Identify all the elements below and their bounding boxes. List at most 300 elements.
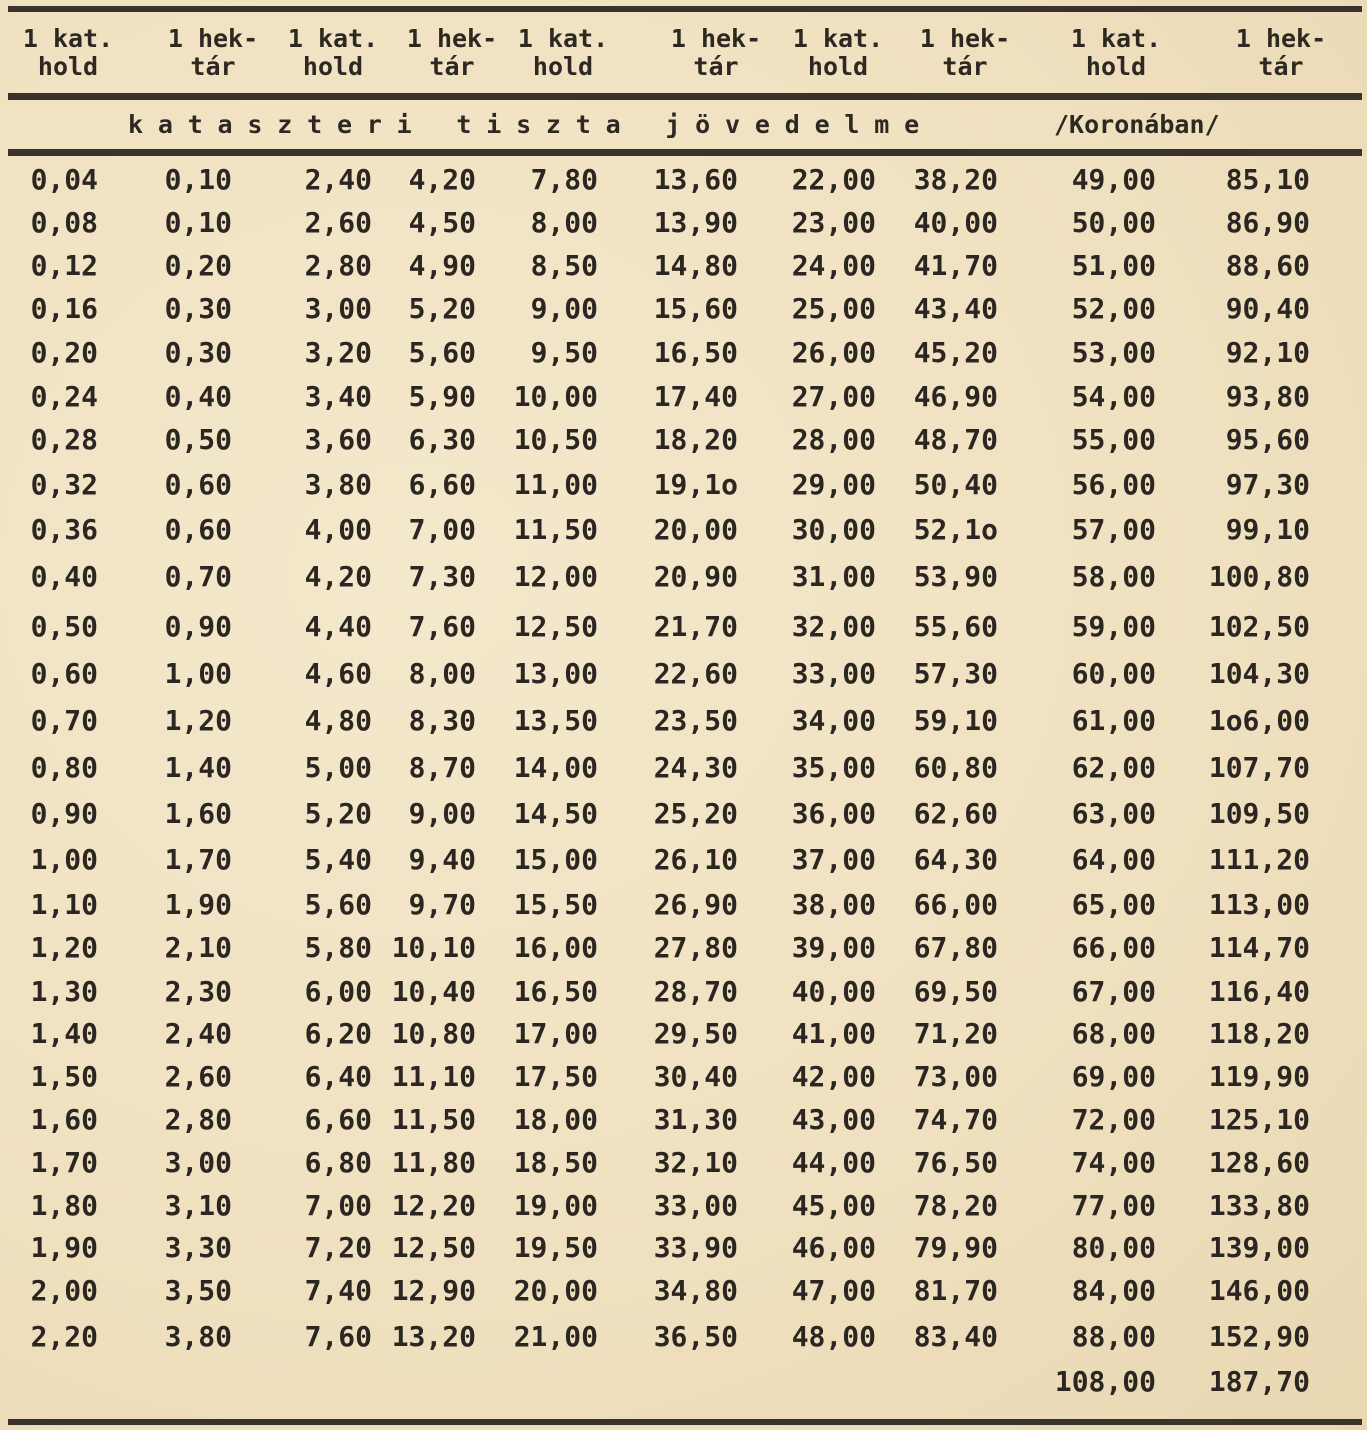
table-cell: 3,30 bbox=[164, 1231, 232, 1264]
table-caption: kataszteri tiszta jövedelme bbox=[128, 110, 934, 139]
table-cell: 15,50 bbox=[513, 888, 598, 921]
table-cell: 93,80 bbox=[1225, 380, 1310, 413]
table-cell: 24,30 bbox=[653, 751, 738, 784]
table-row bbox=[0, 160, 1367, 200]
table-cell: 133,80 bbox=[1208, 1189, 1310, 1222]
table-cell: 1,70 bbox=[164, 843, 232, 876]
table-cell: 1,90 bbox=[30, 1231, 98, 1264]
table-cell: 2,80 bbox=[304, 249, 372, 282]
table-cell: 102,50 bbox=[1208, 610, 1310, 643]
table-cell: 48,70 bbox=[913, 423, 998, 456]
table-cell: 11,80 bbox=[391, 1146, 476, 1179]
table-cell: 13,60 bbox=[653, 163, 738, 196]
table-row bbox=[0, 465, 1367, 505]
table-cell: 0,50 bbox=[30, 610, 98, 643]
column-header-line1: 1 hek- bbox=[670, 24, 762, 53]
table-cell: 26,10 bbox=[653, 843, 738, 876]
table-row bbox=[0, 289, 1367, 329]
table-cell: 6,20 bbox=[304, 1017, 372, 1050]
table-cell: 3,10 bbox=[164, 1189, 232, 1222]
table-cell: 0,90 bbox=[164, 610, 232, 643]
table-cell: 74,70 bbox=[913, 1103, 998, 1136]
table-cell: 12,90 bbox=[391, 1274, 476, 1307]
table-cell: 3,40 bbox=[304, 380, 372, 413]
table-cell: 0,30 bbox=[164, 292, 232, 325]
table-cell: 13,00 bbox=[513, 657, 598, 690]
table-cell: 80,00 bbox=[1071, 1231, 1156, 1264]
column-header-line1: 1 hek- bbox=[167, 24, 259, 53]
table-cell: 43,00 bbox=[791, 1103, 876, 1136]
table-row bbox=[0, 1143, 1367, 1183]
table-cell: 21,70 bbox=[653, 610, 738, 643]
column-header-line2: hold bbox=[807, 52, 869, 81]
column-header-line1: 1 hek- bbox=[1235, 24, 1327, 53]
table-cell: 5,40 bbox=[304, 843, 372, 876]
table-cell: 86,90 bbox=[1225, 206, 1310, 239]
table-cell: 152,90 bbox=[1208, 1320, 1310, 1353]
table-cell: 79,90 bbox=[913, 1231, 998, 1264]
table-cell: 19,00 bbox=[513, 1189, 598, 1222]
table-cell: 41,70 bbox=[913, 249, 998, 282]
column-header-line1: 1 kat. bbox=[517, 24, 609, 53]
table-cell: 118,20 bbox=[1208, 1017, 1310, 1050]
table-cell: 3,20 bbox=[304, 336, 372, 369]
column-header bbox=[651, 25, 781, 81]
table-cell: 50,40 bbox=[913, 468, 998, 501]
table-cell: 4,80 bbox=[304, 704, 372, 737]
table-cell: 74,00 bbox=[1071, 1146, 1156, 1179]
table-cell: 83,40 bbox=[913, 1320, 998, 1353]
table-cell: 4,40 bbox=[304, 610, 372, 643]
table-cell: 95,60 bbox=[1225, 423, 1310, 456]
table-cell: 16,00 bbox=[513, 931, 598, 964]
table-row bbox=[0, 1057, 1367, 1097]
column-header bbox=[3, 25, 133, 81]
table-cell: 11,50 bbox=[391, 1103, 476, 1136]
column-header-line1: 1 kat. bbox=[792, 24, 884, 53]
table-cell: 54,00 bbox=[1071, 380, 1156, 413]
table-cell: 46,00 bbox=[791, 1231, 876, 1264]
table-cell: 78,20 bbox=[913, 1189, 998, 1222]
table-cell: 55,60 bbox=[913, 610, 998, 643]
column-header-line2: hold bbox=[37, 52, 99, 81]
table-cell: 0,12 bbox=[30, 249, 98, 282]
table-cell: 0,60 bbox=[164, 513, 232, 546]
table-cell: 8,50 bbox=[530, 249, 598, 282]
table-cell: 47,00 bbox=[791, 1274, 876, 1307]
table-cell: 43,40 bbox=[913, 292, 998, 325]
table-cell: 41,00 bbox=[791, 1017, 876, 1050]
table-cell: 34,80 bbox=[653, 1274, 738, 1307]
table-cell: 23,00 bbox=[791, 206, 876, 239]
table-cell: 66,00 bbox=[913, 888, 998, 921]
table-cell: 66,00 bbox=[1071, 931, 1156, 964]
table-cell: 113,00 bbox=[1208, 888, 1310, 921]
table-cell: 2,60 bbox=[304, 206, 372, 239]
table-row bbox=[0, 1228, 1367, 1268]
table-cell: 25,00 bbox=[791, 292, 876, 325]
table-row bbox=[0, 607, 1367, 647]
table-cell: 128,60 bbox=[1208, 1146, 1310, 1179]
column-header-line2: hold bbox=[1085, 52, 1147, 81]
table-row bbox=[0, 748, 1367, 788]
table-cell: 18,20 bbox=[653, 423, 738, 456]
table-cell: 64,30 bbox=[913, 843, 998, 876]
table-cell: 9,50 bbox=[530, 336, 598, 369]
table-cell: 69,50 bbox=[913, 975, 998, 1008]
table-cell: 6,80 bbox=[304, 1146, 372, 1179]
table-row bbox=[0, 510, 1367, 550]
table-cell: 0,24 bbox=[30, 380, 98, 413]
table-cell: 39,00 bbox=[791, 931, 876, 964]
table-cell: 44,00 bbox=[791, 1146, 876, 1179]
table-cell: 3,80 bbox=[304, 468, 372, 501]
table-cell: 5,20 bbox=[408, 292, 476, 325]
table-cell: 56,00 bbox=[1071, 468, 1156, 501]
caption-rule bbox=[8, 149, 1362, 156]
table-cell: 0,28 bbox=[30, 423, 98, 456]
top-rule bbox=[8, 6, 1362, 12]
table-row bbox=[0, 246, 1367, 286]
table-cell: 9,40 bbox=[408, 843, 476, 876]
table-cell: 17,40 bbox=[653, 380, 738, 413]
table-row bbox=[0, 654, 1367, 694]
column-header-line2: tár bbox=[1258, 52, 1304, 81]
table-row bbox=[0, 972, 1367, 1012]
table-cell: 1,40 bbox=[30, 1017, 98, 1050]
table-cell: 45,20 bbox=[913, 336, 998, 369]
table-cell: 2,00 bbox=[30, 1274, 98, 1307]
table-cell: 187,70 bbox=[1208, 1365, 1310, 1398]
table-cell: 12,50 bbox=[513, 610, 598, 643]
table-cell: 0,40 bbox=[30, 560, 98, 593]
table-cell: 4,60 bbox=[304, 657, 372, 690]
table-cell: 1,00 bbox=[30, 843, 98, 876]
table-cell: 2,60 bbox=[164, 1060, 232, 1093]
table-cell: 0,60 bbox=[30, 657, 98, 690]
table-row bbox=[0, 557, 1367, 597]
table-cell: 7,80 bbox=[530, 163, 598, 196]
table-cell: 0,30 bbox=[164, 336, 232, 369]
column-header bbox=[498, 25, 628, 81]
table-cell: 15,00 bbox=[513, 843, 598, 876]
table-cell: 0,04 bbox=[30, 163, 98, 196]
table-cell: 12,00 bbox=[513, 560, 598, 593]
table-cell: 20,00 bbox=[513, 1274, 598, 1307]
table-cell: 0,60 bbox=[164, 468, 232, 501]
table-cell: 77,00 bbox=[1071, 1189, 1156, 1222]
table-cell: 0,20 bbox=[30, 336, 98, 369]
table-cell: 1,80 bbox=[30, 1189, 98, 1222]
table-cell: 48,00 bbox=[791, 1320, 876, 1353]
table-row bbox=[0, 794, 1367, 834]
table-cell: 11,50 bbox=[513, 513, 598, 546]
table-cell: 7,00 bbox=[304, 1189, 372, 1222]
column-header bbox=[773, 25, 903, 81]
table-cell: 139,00 bbox=[1208, 1231, 1310, 1264]
column-header bbox=[900, 25, 1030, 81]
table-cell: 24,00 bbox=[791, 249, 876, 282]
table-cell: 34,00 bbox=[791, 704, 876, 737]
table-cell: 85,10 bbox=[1225, 163, 1310, 196]
table-cell: 5,60 bbox=[304, 888, 372, 921]
table-cell: 27,80 bbox=[653, 931, 738, 964]
table-cell: 2,40 bbox=[304, 163, 372, 196]
table-cell: 9,70 bbox=[408, 888, 476, 921]
table-cell: 6,60 bbox=[408, 468, 476, 501]
table-cell: 4,20 bbox=[304, 560, 372, 593]
currency-unit: /Koronában/ bbox=[1054, 110, 1220, 139]
column-header-line2: tár bbox=[190, 52, 236, 81]
table-cell: 40,00 bbox=[913, 206, 998, 239]
table-cell: 0,80 bbox=[30, 751, 98, 784]
table-cell: 3,50 bbox=[164, 1274, 232, 1307]
table-cell: 64,00 bbox=[1071, 843, 1156, 876]
table-cell: 0,16 bbox=[30, 292, 98, 325]
table-cell: 100,80 bbox=[1208, 560, 1310, 593]
table-cell: 97,30 bbox=[1225, 468, 1310, 501]
table-cell: 14,00 bbox=[513, 751, 598, 784]
table-cell: 9,00 bbox=[408, 797, 476, 830]
table-cell: 38,20 bbox=[913, 163, 998, 196]
table-cell: 8,70 bbox=[408, 751, 476, 784]
table-cell: 4,50 bbox=[408, 206, 476, 239]
table-cell: 67,80 bbox=[913, 931, 998, 964]
table-cell: 72,00 bbox=[1071, 1103, 1156, 1136]
table-cell: 1o6,00 bbox=[1208, 704, 1310, 737]
table-row bbox=[0, 1014, 1367, 1054]
table-cell: 58,00 bbox=[1071, 560, 1156, 593]
table-cell: 0,10 bbox=[164, 206, 232, 239]
table-cell: 4,00 bbox=[304, 513, 372, 546]
column-header-line1: 1 kat. bbox=[22, 24, 114, 53]
table-cell: 12,50 bbox=[391, 1231, 476, 1264]
table-cell: 7,60 bbox=[304, 1320, 372, 1353]
table-cell: 26,90 bbox=[653, 888, 738, 921]
table-cell: 10,40 bbox=[391, 975, 476, 1008]
table-cell: 20,00 bbox=[653, 513, 738, 546]
table-cell: 5,20 bbox=[304, 797, 372, 830]
table-cell: 14,50 bbox=[513, 797, 598, 830]
table-cell: 0,50 bbox=[164, 423, 232, 456]
table-cell: 1,10 bbox=[30, 888, 98, 921]
table-cell: 1,50 bbox=[30, 1060, 98, 1093]
table-cell: 10,10 bbox=[391, 931, 476, 964]
table-cell: 42,00 bbox=[791, 1060, 876, 1093]
table-cell: 19,1o bbox=[653, 468, 738, 501]
table-cell: 99,10 bbox=[1225, 513, 1310, 546]
table-cell: 13,50 bbox=[513, 704, 598, 737]
table-cell: 7,60 bbox=[408, 610, 476, 643]
table-cell: 63,00 bbox=[1071, 797, 1156, 830]
table-cell: 32,00 bbox=[791, 610, 876, 643]
column-header bbox=[268, 25, 398, 81]
table-cell: 60,00 bbox=[1071, 657, 1156, 690]
table-cell: 11,00 bbox=[513, 468, 598, 501]
table-cell: 11,10 bbox=[391, 1060, 476, 1093]
table-cell: 68,00 bbox=[1071, 1017, 1156, 1050]
table-row bbox=[0, 840, 1367, 880]
column-header bbox=[1216, 25, 1346, 81]
table-cell: 18,50 bbox=[513, 1146, 598, 1179]
table-cell: 1,20 bbox=[164, 704, 232, 737]
table-cell: 10,00 bbox=[513, 380, 598, 413]
table-cell: 36,00 bbox=[791, 797, 876, 830]
table-cell: 111,20 bbox=[1208, 843, 1310, 876]
table-cell: 35,00 bbox=[791, 751, 876, 784]
table-cell: 15,60 bbox=[653, 292, 738, 325]
table-cell: 17,50 bbox=[513, 1060, 598, 1093]
table-cell: 52,00 bbox=[1071, 292, 1156, 325]
table-cell: 1,40 bbox=[164, 751, 232, 784]
table-cell: 23,50 bbox=[653, 704, 738, 737]
table-cell: 109,50 bbox=[1208, 797, 1310, 830]
table-cell: 5,80 bbox=[304, 931, 372, 964]
table-cell: 73,00 bbox=[913, 1060, 998, 1093]
column-header-line1: 1 hek- bbox=[406, 24, 498, 53]
table-cell: 57,00 bbox=[1071, 513, 1156, 546]
table-cell: 88,00 bbox=[1071, 1320, 1156, 1353]
table-cell: 30,40 bbox=[653, 1060, 738, 1093]
table-cell: 65,00 bbox=[1071, 888, 1156, 921]
table-cell: 84,00 bbox=[1071, 1274, 1156, 1307]
table-cell: 114,70 bbox=[1208, 931, 1310, 964]
table-cell: 0,10 bbox=[164, 163, 232, 196]
table-cell: 29,50 bbox=[653, 1017, 738, 1050]
table-cell: 14,80 bbox=[653, 249, 738, 282]
table-cell: 5,90 bbox=[408, 380, 476, 413]
table-cell: 49,00 bbox=[1071, 163, 1156, 196]
table-cell: 7,30 bbox=[408, 560, 476, 593]
table-cell: 57,30 bbox=[913, 657, 998, 690]
column-header-line1: 1 kat. bbox=[1070, 24, 1162, 53]
table-cell: 27,00 bbox=[791, 380, 876, 413]
table-cell: 29,00 bbox=[791, 468, 876, 501]
column-header bbox=[148, 25, 278, 81]
table-cell: 0,70 bbox=[164, 560, 232, 593]
table-cell: 19,50 bbox=[513, 1231, 598, 1264]
table-cell: 10,50 bbox=[513, 423, 598, 456]
table-cell: 12,20 bbox=[391, 1189, 476, 1222]
bottom-rule bbox=[8, 1419, 1362, 1425]
table-cell: 55,00 bbox=[1071, 423, 1156, 456]
table-cell: 8,00 bbox=[530, 206, 598, 239]
table-cell: 0,20 bbox=[164, 249, 232, 282]
table-cell: 46,90 bbox=[913, 380, 998, 413]
table-cell: 1,90 bbox=[164, 888, 232, 921]
table-cell: 7,00 bbox=[408, 513, 476, 546]
table-cell: 6,40 bbox=[304, 1060, 372, 1093]
table-cell: 13,20 bbox=[391, 1320, 476, 1353]
table-cell: 53,00 bbox=[1071, 336, 1156, 369]
table-cell: 51,00 bbox=[1071, 249, 1156, 282]
table-cell: 60,80 bbox=[913, 751, 998, 784]
column-header-line2: tár bbox=[429, 52, 475, 81]
table-cell: 40,00 bbox=[791, 975, 876, 1008]
table-row bbox=[0, 1271, 1367, 1311]
table-row bbox=[0, 1100, 1367, 1140]
table-cell: 32,10 bbox=[653, 1146, 738, 1179]
table-cell: 90,40 bbox=[1225, 292, 1310, 325]
table-cell: 10,80 bbox=[391, 1017, 476, 1050]
table-cell: 146,00 bbox=[1208, 1274, 1310, 1307]
table-cell: 33,90 bbox=[653, 1231, 738, 1264]
table-cell: 108,00 bbox=[1054, 1365, 1156, 1398]
table-cell: 28,70 bbox=[653, 975, 738, 1008]
table-cell: 0,08 bbox=[30, 206, 98, 239]
table-cell: 71,20 bbox=[913, 1017, 998, 1050]
table-cell: 119,90 bbox=[1208, 1060, 1310, 1093]
table-cell: 2,40 bbox=[164, 1017, 232, 1050]
table-cell: 116,40 bbox=[1208, 975, 1310, 1008]
table-cell: 1,60 bbox=[164, 797, 232, 830]
table-row bbox=[0, 1362, 1367, 1402]
table-cell: 0,90 bbox=[30, 797, 98, 830]
table-cell: 50,00 bbox=[1071, 206, 1156, 239]
table-cell: 61,00 bbox=[1071, 704, 1156, 737]
column-header-line1: 1 hek- bbox=[919, 24, 1011, 53]
table-cell: 6,00 bbox=[304, 975, 372, 1008]
table-cell: 6,30 bbox=[408, 423, 476, 456]
table-cell: 107,70 bbox=[1208, 751, 1310, 784]
table-cell: 52,1o bbox=[913, 513, 998, 546]
table-cell: 53,90 bbox=[913, 560, 998, 593]
table-cell: 28,00 bbox=[791, 423, 876, 456]
table-row bbox=[0, 203, 1367, 243]
column-header-line2: hold bbox=[532, 52, 594, 81]
table-cell: 45,00 bbox=[791, 1189, 876, 1222]
table-cell: 36,50 bbox=[653, 1320, 738, 1353]
column-header-line1: 1 kat. bbox=[287, 24, 379, 53]
table-cell: 0,36 bbox=[30, 513, 98, 546]
table-cell: 16,50 bbox=[653, 336, 738, 369]
table-cell: 2,20 bbox=[30, 1320, 98, 1353]
table-cell: 59,00 bbox=[1071, 610, 1156, 643]
table-cell: 104,30 bbox=[1208, 657, 1310, 690]
table-row bbox=[0, 1186, 1367, 1226]
table-cell: 59,10 bbox=[913, 704, 998, 737]
header-rule bbox=[8, 93, 1362, 100]
table-row bbox=[0, 420, 1367, 460]
table-cell: 0,40 bbox=[164, 380, 232, 413]
table-cell: 0,70 bbox=[30, 704, 98, 737]
column-header-line2: hold bbox=[302, 52, 364, 81]
table-cell: 31,30 bbox=[653, 1103, 738, 1136]
table-cell: 5,00 bbox=[304, 751, 372, 784]
table-cell: 69,00 bbox=[1071, 1060, 1156, 1093]
table-cell: 62,60 bbox=[913, 797, 998, 830]
table-cell: 88,60 bbox=[1225, 249, 1310, 282]
table-cell: 6,60 bbox=[304, 1103, 372, 1136]
table-cell: 1,60 bbox=[30, 1103, 98, 1136]
table-cell: 22,00 bbox=[791, 163, 876, 196]
table-cell: 3,60 bbox=[304, 423, 372, 456]
table-cell: 3,00 bbox=[304, 292, 372, 325]
table-cell: 4,90 bbox=[408, 249, 476, 282]
table-cell: 81,70 bbox=[913, 1274, 998, 1307]
table-cell: 37,00 bbox=[791, 843, 876, 876]
table-cell: 25,20 bbox=[653, 797, 738, 830]
table-row bbox=[0, 377, 1367, 417]
table-row bbox=[0, 928, 1367, 968]
table-cell: 26,00 bbox=[791, 336, 876, 369]
column-header bbox=[1051, 25, 1181, 81]
table-cell: 3,80 bbox=[164, 1320, 232, 1353]
table-cell: 125,10 bbox=[1208, 1103, 1310, 1136]
table-cell: 1,00 bbox=[164, 657, 232, 690]
table-row bbox=[0, 1317, 1367, 1357]
table-cell: 1,30 bbox=[30, 975, 98, 1008]
